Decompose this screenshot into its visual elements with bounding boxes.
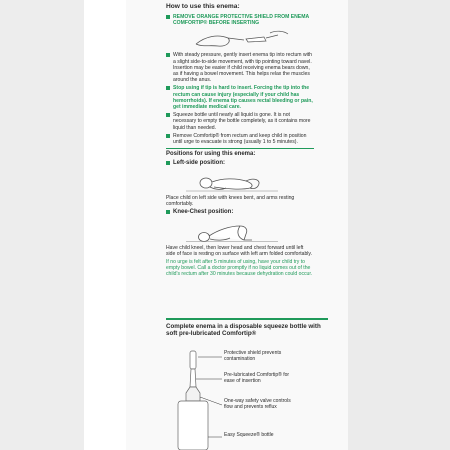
- hand-removing-shield-illustration: [166, 28, 314, 50]
- section-divider: [166, 148, 314, 149]
- bullet-square-icon: [166, 113, 170, 117]
- bullet-square-icon: [166, 134, 170, 138]
- knee-chest-illustration: [166, 218, 314, 244]
- right-background-band: [348, 0, 450, 450]
- bottle-title: Complete enema in a disposable squeeze bottle with soft pre-lubricated Comfortip®: [166, 323, 321, 338]
- step-squeeze-bottle: [166, 112, 314, 131]
- callout-easy-squeeze-bottle: Easy Squeeze® bottle: [224, 432, 274, 438]
- left-side-illustration: [166, 168, 314, 194]
- knee-chest-title: [173, 209, 314, 216]
- child-knee-chest-icon: [166, 218, 314, 244]
- green-accent-bar: [166, 318, 328, 320]
- bullet-square-icon: [166, 210, 170, 214]
- step-insert-tip-text: With steady pressure, gently insert enema tip into rectum with a slight side-to-side movement, with tip pointing toward navel. Insertion may be easier if child receiving enema bears down, as if having a bowel movement. This helps relax the muscles around the anus.: [173, 52, 313, 84]
- left-background-band: [0, 0, 84, 450]
- bullet-square-icon: [166, 86, 170, 90]
- knee-chest-text: Have child kneel, then lower head and chest forward until left side of face is resting on surface with left arm folded comfortably.: [166, 244, 312, 257]
- left-side-title: [173, 160, 314, 167]
- step-remove-shield: [166, 14, 314, 26]
- positions-heading: Positions for using this enema:: [166, 151, 256, 158]
- hand-removing-shield-icon: [166, 28, 314, 50]
- left-side-text: Place child on left side with knees bent, and arms resting comfortably.: [166, 194, 295, 208]
- step-insert-tip: [166, 52, 314, 83]
- how-to-heading: How to use this enema:: [166, 3, 240, 10]
- no-urge-warning: If no urge is felt after 5 minutes of using, have your child try to empty bowel. Call a doctor promptly if no liquid comes out of the child's rectum after 30 minutes because dehydration could occur.: [166, 259, 313, 278]
- callout-pre-lubricated-tip: Pre-lubricated Comfortip® for ease of insertion: [224, 372, 290, 384]
- instructions-column: [166, 3, 314, 280]
- child-lying-left-side-icon: [166, 168, 314, 194]
- callout-one-way-valve: One-way safety valve controls flow and prevents reflux: [224, 398, 291, 410]
- left-side-title-text: Left-side position:: [173, 159, 225, 166]
- step-stop-warning: [166, 85, 314, 110]
- step-remove-comfortip: [166, 133, 314, 145]
- step-squeeze-bottle-text: Squeeze bottle until nearly all liquid is gone. It is not necessary to empty the bottle completely, as it contains more liquid than needed.: [173, 112, 311, 131]
- knee-chest-title-text: Knee-Chest position:: [173, 209, 234, 216]
- step-remove-shield-text: REMOVE ORANGE PROTECTIVE SHIELD FROM ENEMA COMFORTIP® BEFORE INSERTING: [173, 14, 309, 27]
- step-stop-warning-text: Stop using if tip is hard to insert. Forcing the tip into the rectum can cause injury (especially if your child has hemorrhoids). If enema tip causes rectal bleeding or pain, get immediate medical care.: [173, 85, 313, 111]
- bullet-square-icon: [166, 15, 170, 19]
- bullet-square-icon: [166, 161, 170, 165]
- step-remove-comfortip-text: Remove Comfortip® from rectum and keep child in position until urge to evacuate is strong (usually 1 to 5 minutes).: [173, 132, 307, 146]
- callout-protective-shield: Protective shield prevents contamination: [224, 350, 282, 362]
- bullet-square-icon: [166, 53, 170, 57]
- bottle-diagram: [166, 349, 328, 450]
